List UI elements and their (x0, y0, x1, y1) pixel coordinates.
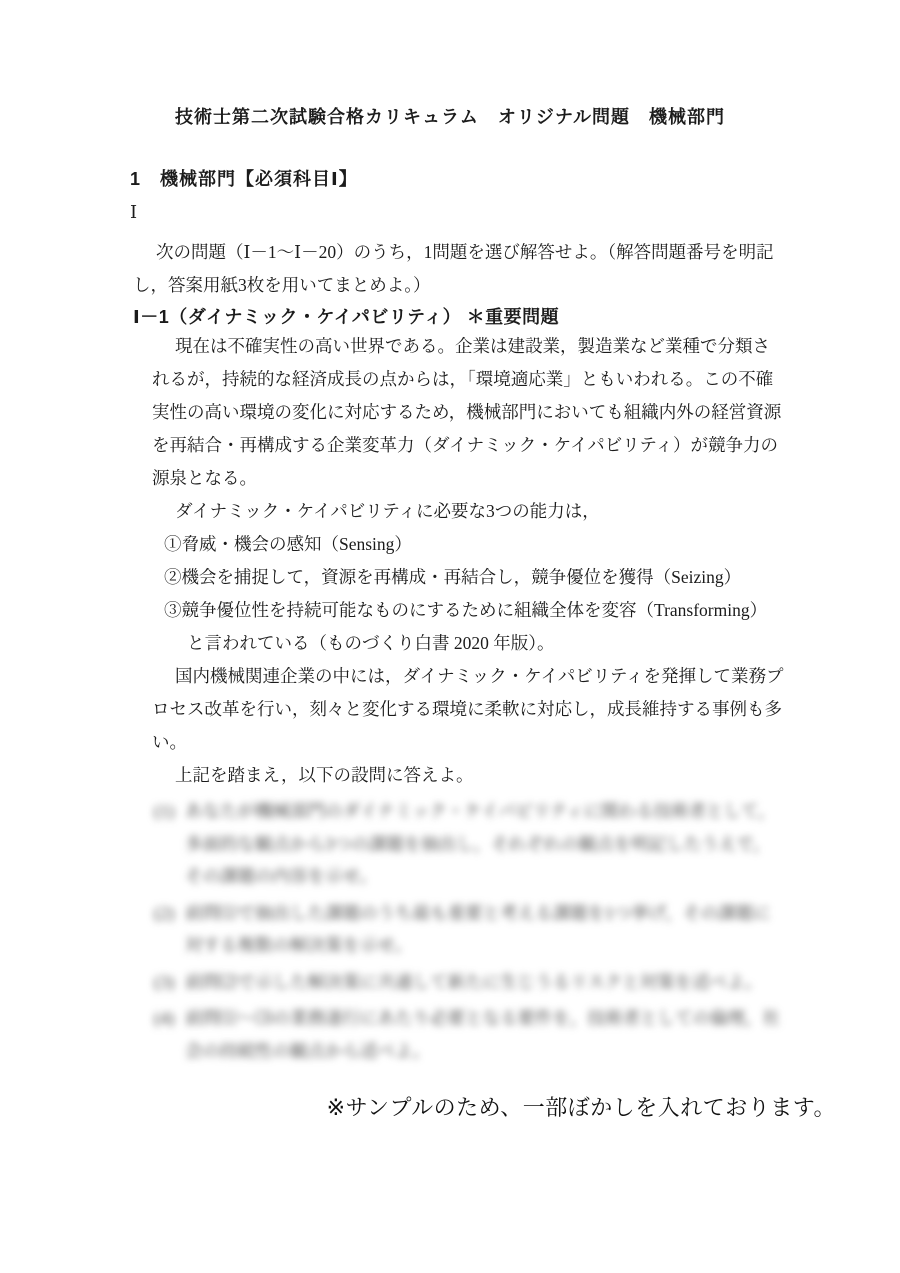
ability-item-2: ②機会を捕捉して，資源を再構成・再結合し，競争優位を獲得（Seizing） (164, 567, 742, 587)
abilities-tail: と言われている（ものづくり白書 2020 年版）。 (187, 633, 555, 653)
ability-list (152, 528, 784, 627)
abilities-lead: ダイナミック・ケイパビリティに必要な3つの能力は， (175, 501, 600, 521)
ability-item-3: ③競争優位性を持続可能なものにするために組織全体を変容（Transforming） (164, 600, 768, 620)
blurred-question-3-text: 前問⑵で示した解決策に共通して新たに生じうるリスクと対策を述べよ。 (185, 971, 763, 992)
question-paragraph-3: 上記を踏まえ，以下の設問に答えよ。 (175, 765, 474, 785)
question-paragraph-1: 現在は不確実性の高い世界である。企業は建設業，製造業など業種で分類されるが，持続的な経済成長の点からは，「環境適応業」ともいわれる。この不確実性の高い環境の変化に対応するため，機械部門においても組織内外の経営資源を再結合・再構成する企業変革力（ダイナミック・ケイパビリティ）が競争力の源泉となる。 (152, 336, 782, 488)
blurred-question-4-text: 前問⑴～⑶の業務遂行にあたり必要となる要件を，技術者としての倫理，社会の持続性の観点から述べよ。 (185, 1008, 780, 1061)
page-title: 技術士第二次試験合格カリキュラム オリジナル問題 機械部門 (175, 107, 725, 127)
blurred-question-1 (144, 795, 786, 893)
blurred-question-1-marker: (1) (154, 801, 175, 821)
blurred-question-4 (144, 1002, 786, 1067)
blurred-question-2-text: 前問⑴で抽出した課題のうち最も重要と考える課題を1つ挙げ，その課題に対する複数の解決策を示せ。 (185, 902, 771, 955)
blurred-question-4-marker: (4) (154, 1008, 175, 1028)
question-heading: Ⅰ－1（ダイナミック・ケイパビリティ） ＊重要問題 (133, 307, 560, 327)
ability-item-1: ①脅威・機会の感知（Sensing） (164, 534, 412, 554)
blurred-question-3-marker: (3) (154, 971, 175, 992)
question-body (152, 330, 784, 792)
sample-blur-notice: ※サンプルのため、一部ぼかしを入れております。 (326, 1095, 836, 1120)
blurred-subquestions (144, 795, 786, 1067)
section-numeral: Ⅰ (130, 202, 138, 222)
blurred-question-3 (144, 966, 786, 999)
blurred-question-2 (144, 897, 786, 962)
section-heading: 1 機械部門【必須科目Ⅰ】 (130, 169, 358, 189)
question-paragraph-2: 国内機械関連企業の中には，ダイナミック・ケイパビリティを発揮して業務プロセス改革を行い，刻々と変化する環境に柔軟に対応し，成長維持する事例も多い。 (152, 666, 784, 752)
blurred-question-1-text: あなたが機械部門のダイナミック・ケイパビリティに関わる技術者として，多面的な観点から3つの課題を抽出し，それぞれの観点を明記したうえで，その課題の内容を示せ。 (185, 801, 776, 886)
blurred-question-2-marker: (2) (154, 902, 175, 923)
instruction-paragraph: 次の問題（Ⅰ－1～Ⅰ－20）のうち，1問題を選び解答せよ。（解答問題番号を明記し，答案用紙3枚を用いてまとめよ。） (133, 242, 774, 295)
